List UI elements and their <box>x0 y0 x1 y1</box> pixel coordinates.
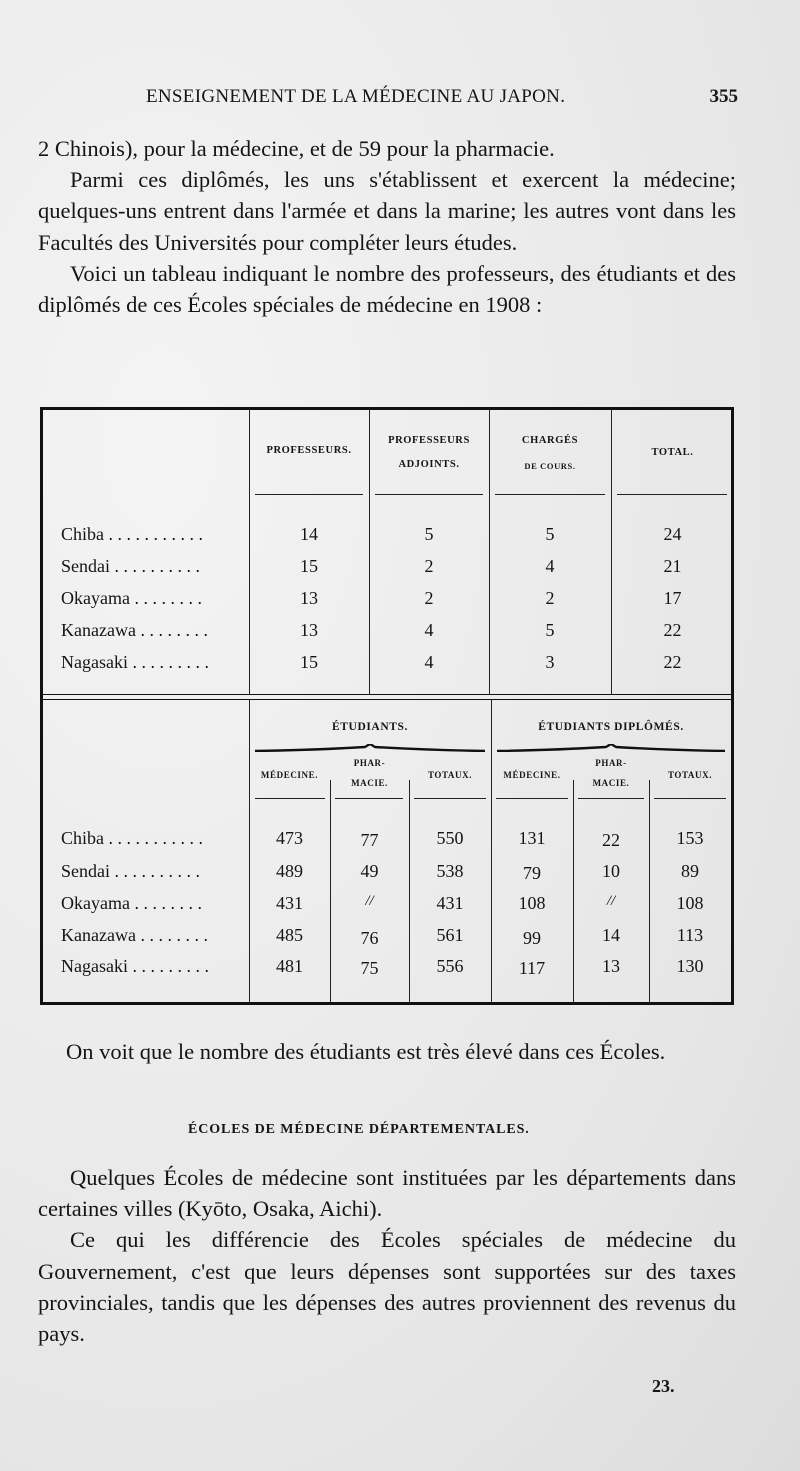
table1-cell: 4 <box>424 652 434 672</box>
brace-etudiants <box>255 744 485 752</box>
intro-text <box>38 133 736 320</box>
header-adjoints-line1: PROFESSEURS <box>388 435 470 446</box>
table1-cell: 4 <box>424 620 434 640</box>
table2-cell: 489 <box>276 861 303 881</box>
header-dipl-totaux: TOTAUX. <box>667 770 713 780</box>
table1-cell: 5 <box>545 524 555 544</box>
table1-cell: 21 <box>663 556 682 576</box>
table2-cell: 131 <box>518 828 546 848</box>
running-title: ENSEIGNEMENT DE LA MÉDECINE AU JAPON. <box>146 86 566 107</box>
statistics-table <box>40 407 734 1005</box>
paragraph-difference: Ce qui les différencie des Écoles spéciales de médecine du Gouvernement, c'est que leurs dépenses sont supportées sur des taxes provinciales, tandis que les dépenses des autres proviennent des revenus du pays. <box>38 1227 736 1347</box>
table2-row-label: Kanazawa . . . . . . . . <box>61 925 208 945</box>
table2-cell: 153 <box>676 828 704 848</box>
group-etudiants: ÉTUDIANTS. <box>332 721 408 733</box>
table1-cell: 24 <box>663 524 682 544</box>
table1-cell: 3 <box>545 652 555 672</box>
header-etud-medecine: MÉDECINE. <box>260 770 319 780</box>
table2-cell: // <box>365 893 374 909</box>
table2-row-label: Nagasaki . . . . . . . . . <box>61 956 209 976</box>
table1-cell: 5 <box>424 524 434 544</box>
page-header <box>146 86 738 116</box>
section-text <box>38 1162 736 1349</box>
table1-cell: 4 <box>545 556 555 576</box>
header-professeurs: PROFESSEURS. <box>266 445 352 456</box>
table2-cell: 76 <box>360 928 379 948</box>
header-dipl-pharmacie-line2: MACIE. <box>592 778 630 788</box>
table2-cell: 14 <box>602 925 620 945</box>
table1-row-label: Kanazawa . . . . . . . . <box>61 620 208 640</box>
paragraph-ecoles-departementales: Quelques Écoles de médecine sont instituées par les départements dans certaines villes (Kyōto, Osaka, Aichi). <box>38 1165 736 1222</box>
table1-cell: 14 <box>300 524 318 544</box>
header-adjoints-line2: ADJOINTS. <box>398 459 460 470</box>
table2-cell: 481 <box>276 956 303 976</box>
header-total: TOTAL. <box>651 447 694 458</box>
table2-cell: 10 <box>602 861 620 881</box>
table2-cell: 49 <box>360 861 379 881</box>
table2-row-label: Okayama . . . . . . . . <box>61 893 202 913</box>
header-charges-line2: DE COURS. <box>524 461 576 471</box>
table2-cell: 75 <box>360 958 379 978</box>
signature-mark: 23. <box>652 1376 675 1396</box>
table2-cell: // <box>606 893 616 909</box>
table2-cell: 556 <box>436 956 464 976</box>
paragraph-diplomes: Parmi ces diplômés, les uns s'établissent et exercent la médecine; quelques-uns entrent dans l'armée et dans la marine; les autres vont dans les Facultés des Universités pour compléter leurs études. <box>38 167 736 255</box>
table2-cell: 108 <box>518 893 546 913</box>
table1-cell: 17 <box>663 588 682 608</box>
table2-cell: 130 <box>676 956 704 976</box>
header-etud-totaux: TOTAUX. <box>427 770 473 780</box>
table1-cell: 15 <box>300 556 318 576</box>
table1-row-label: Nagasaki . . . . . . . . . <box>61 652 209 672</box>
table2-cell: 108 <box>676 893 704 913</box>
table2-row-label: Sendai . . . . . . . . . . <box>61 861 200 881</box>
table2-cell: 561 <box>436 925 464 945</box>
table2-cell: 113 <box>676 925 704 945</box>
table1-cell: 2 <box>545 588 555 608</box>
table2-cell: 79 <box>523 863 541 883</box>
table2-cell: 99 <box>523 928 541 948</box>
header-etud-pharmacie-line2: MACIE. <box>351 778 388 788</box>
section-title: ÉCOLES DE MÉDECINE DÉPARTEMENTALES. <box>188 1122 530 1137</box>
table1-cell: 22 <box>663 652 682 672</box>
table2-cell: 13 <box>602 956 620 976</box>
table1-cell: 15 <box>300 652 318 672</box>
paragraph-tableau-intro: Voici un tableau indiquant le nombre des professeurs, des étudiants et des diplômés de ces Écoles spéciales de médecine en 1908 : <box>38 260 736 318</box>
table2-cell: 117 <box>518 958 546 978</box>
table1-cell: 2 <box>424 588 434 608</box>
conclusion-text <box>66 1036 736 1067</box>
header-charges-line1: CHARGÉS <box>521 435 579 446</box>
table1-row-label: Chiba . . . . . . . . . . . <box>61 524 203 544</box>
table1-row-label: Sendai . . . . . . . . . . <box>61 556 200 576</box>
table2-row-label: Chiba . . . . . . . . . . . <box>61 828 203 848</box>
group-etudiants-diplomes: ÉTUDIANTS DIPLÔMÉS. <box>538 721 684 733</box>
table2-cell: 22 <box>602 830 620 850</box>
table2-cell: 550 <box>436 828 464 848</box>
header-dipl-pharmacie-line1: PHAR- <box>595 758 627 768</box>
table2-cell: 77 <box>360 830 379 850</box>
page-number: 355 <box>709 86 738 107</box>
table1-cell: 5 <box>545 620 555 640</box>
header-etud-pharmacie-line1: PHAR- <box>353 758 386 768</box>
paragraph-conclusion: On voit que le nombre des étudiants est très élevé dans ces Écoles. <box>66 1039 666 1064</box>
table2-cell: 89 <box>681 861 699 881</box>
header-dipl-medecine: MÉDECINE. <box>503 770 561 780</box>
table1-cell: 13 <box>300 588 318 608</box>
table1-cell: 13 <box>300 620 318 640</box>
table2-cell: 485 <box>276 925 303 945</box>
table1-row-label: Okayama . . . . . . . . <box>61 588 202 608</box>
table1-cell: 22 <box>663 620 682 640</box>
table1-cell: 2 <box>424 556 434 576</box>
table2-cell: 431 <box>436 893 464 913</box>
paragraph-continuation: 2 Chinois), pour la médecine, et de 59 pour la pharmacie. <box>38 136 555 161</box>
brace-diplomes <box>497 744 725 752</box>
table2-cell: 538 <box>436 861 464 881</box>
table2-cell: 473 <box>276 828 303 848</box>
table2-cell: 431 <box>276 893 303 913</box>
